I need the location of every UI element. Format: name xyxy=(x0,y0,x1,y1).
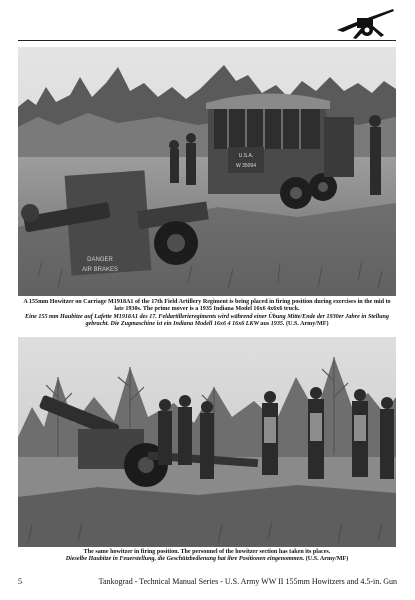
photo-howitzer-towed-by-truck xyxy=(18,47,396,296)
truck-plate-text: U.S.A. xyxy=(238,153,254,159)
header-rule xyxy=(18,40,396,41)
caption-english: The same howitzer in firing position. The personnel of the howitzer section has taken its places. xyxy=(83,549,331,555)
svg-text:W 35094: W 35094 xyxy=(235,163,257,169)
svg-text:AIR BRAKES: AIR BRAKES xyxy=(81,267,119,273)
caption-german xyxy=(18,556,396,563)
photo-credit: (U.S. Army/MF) xyxy=(286,320,329,327)
running-footer-title: Tankograd - Technical Manual Series - U.S. Army WW II 155mm Howitzers and 4.5-in. Gun xyxy=(98,577,397,586)
photo-howitzer-firing-position xyxy=(18,337,396,547)
caption-german xyxy=(18,314,396,329)
photo-2-caption xyxy=(18,549,396,564)
gun-stencil-text: DANGER xyxy=(87,257,113,263)
page-number: 5 xyxy=(18,577,22,586)
caption-english: A 155mm Howitzer on Carriage M1918A1 of the 17th Field Artillery Regiment is being placed in firing position during exercises in the mid to late 1930s. The prime mover is a 1935 Indiana Model 16x6 4x6x6 truck. xyxy=(23,299,391,313)
photo-credit: (U.S. Army/MF) xyxy=(305,556,349,563)
caption-german-text: Dieselbe Haubitze in Feuerstellung, die Geschützbedienung hat ihre Positionen eingenommen. xyxy=(65,556,305,563)
caption-german-text: Eine 155 mm Haubitze auf Lafette M1918A1 des 17. Feldartillerieregiments wird während einer Übung Mitte/Ende der 1930er Jahre in Stellung gebracht. Die Zugmaschine ist ein Indiana Modell 16x6 4 16x6 LKW aus 1935. xyxy=(25,313,389,327)
howitzer-silhouette-icon xyxy=(333,6,397,40)
photo-1-caption xyxy=(18,299,396,328)
